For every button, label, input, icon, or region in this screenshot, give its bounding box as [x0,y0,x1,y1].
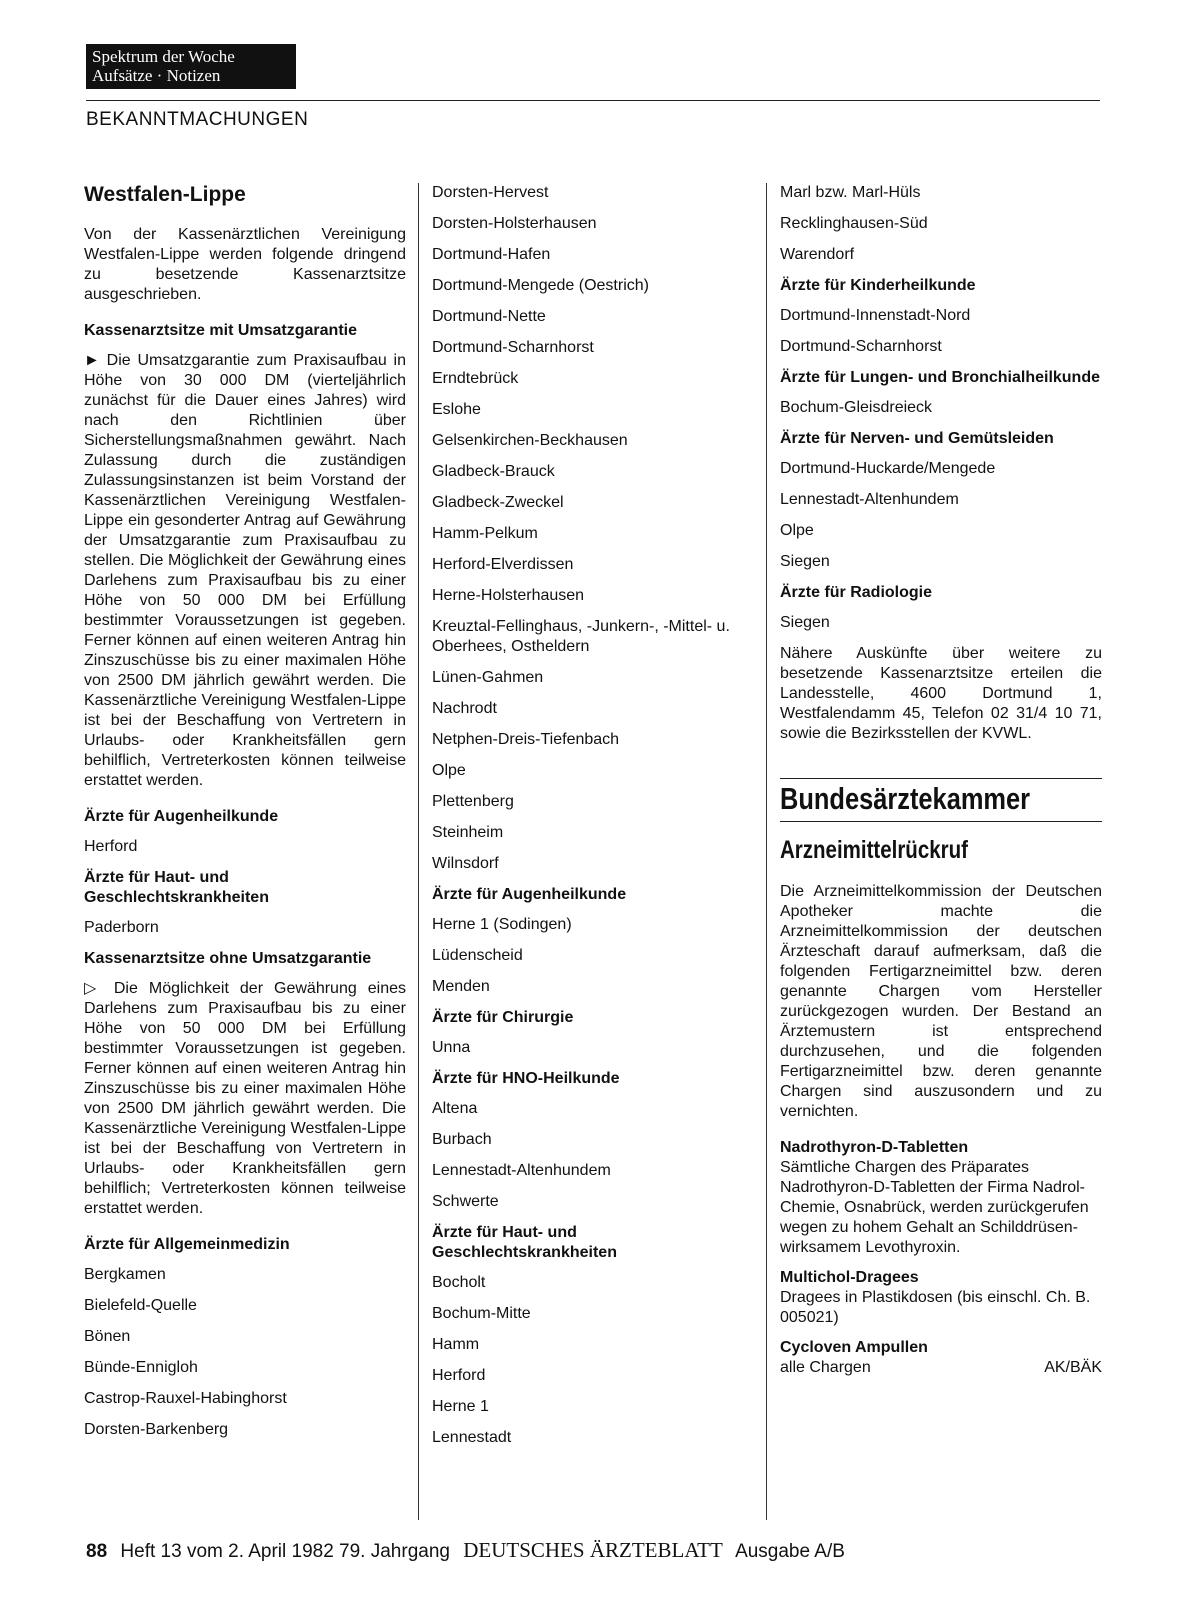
list-item: Dortmund-Huckarde/Mengede [780,460,996,477]
list-item: Siegen [780,553,830,570]
column-1 [84,183,406,1451]
subheading: Ärzte für Allgemeinmedizin [84,1236,290,1253]
subheading: Ärzte für HNO-Heilkunde [432,1070,620,1087]
subheading: Ärzte für Kinderheilkunde [780,277,976,294]
list-item: Eslohe [432,401,481,418]
column-divider-2 [766,183,767,1520]
section-rule [780,778,1102,779]
header-rule [86,100,1100,101]
issue-info: Heft 13 vom 2. April 1982 79. Jahrgang [120,1541,450,1562]
subheading: Ärzte für Augenheilkunde [432,886,627,903]
list-item: Bochum-Gleisdreieck [780,399,933,416]
list-item: Dortmund-Scharnhorst [780,338,942,355]
list-item: Bocholt [432,1274,486,1291]
list-item: Bielefeld-Quelle [84,1297,197,1314]
subheading: Ärzte für Chirurgie [432,1009,574,1026]
list-item: Lüdenscheid [432,947,523,964]
section-label: BEKANNTMACHUNGEN [86,109,309,130]
list-item: Dortmund-Hafen [432,246,551,263]
list-item: Kreuztal-Fellinghaus, -Junkern-, -Mittel- u. Oberhees, Ostheldern [432,618,730,655]
list-item: Unna [432,1039,471,1056]
list-item: Dortmund-Mengede (Oestrich) [432,277,649,294]
subheading: Ärzte für Nerven- und Gemütsleiden [780,430,1054,447]
list-item: Lennestadt [432,1429,512,1446]
list-item: Herford-Elverdissen [432,556,574,573]
list-item: Dorsten-Holsterhausen [432,215,597,232]
drug-name: Cycloven Ampullen [780,1339,928,1356]
subheading: Ärzte für Haut- und Geschlechtskrankheiten [84,869,269,906]
region-title: Westfalen-Lippe [84,183,246,206]
title-rule [780,821,1102,822]
list-item: Olpe [780,522,814,539]
column-3 [780,183,1102,1378]
list-item: Lünen-Gahmen [432,669,544,686]
drug-name: Multichol-Dragees [780,1269,919,1286]
list-item: Plettenberg [432,793,514,810]
subheading: Ärzte für Haut- und Geschlechtskrankheiten [432,1224,617,1261]
list-item: Bochum-Mitte [432,1305,531,1322]
list-item: Lennestadt-Altenhundem [780,491,959,508]
masthead-line-1: Spektrum der Woche [92,47,235,66]
subheading: Ärzte für Augenheilkunde [84,808,279,825]
list-item: Hamm [432,1336,480,1353]
list-item: Nachrodt [432,700,497,717]
list-item: Herford [432,1367,486,1384]
recall-title: Arzneimittelrückruf [780,836,968,864]
list-item: Bergkamen [84,1266,166,1283]
guarantee-paragraph: ► Die Umsatzgarantie zum Praxisaufbau in Höhe von 30 000 DM (vierteljährlich zunächst für die Dauer eines Jahres) wird nach den Richtlinien über Sicherstellungsmaßnahmen gewährt. Nach Zulassung durch die zuständigen Zulassungsinstanzen ist beim Vorstand der Kassenärztlichen Vereinigung Westfalen-Lippe ein gesonderter Antrag auf Gewährung der Umsatzgarantie zum Praxisaufbau zu stellen. Die Möglichkeit der Gewährung eines Darlehens zum Praxisaufbau bis zu einer Höhe von 50 000 DM bei Erfüllung bestimmter Voraussetzungen ist gegeben. Ferner können auf einen weiteren Antrag hin Zinszuschüsse bis zu einer maximalen Höhe von 2500 DM jährlich gewährt werden. Die Kassenärztliche Vereinigung Westfalen-Lippe ist bei der Beschaffung von Vertretern in Urlaubs- oder Krankheitsfällen gern behilflich, Vertreterkosten können teilweise erstattet werden. [84,352,406,789]
list-item: Herford [84,838,138,855]
signature: AK/BÄK [1044,1359,1102,1376]
list-item: Warendorf [780,246,855,263]
drug-text: Dragees in Plastikdosen (bis einschl. Ch. B. 005021) [780,1289,1091,1326]
intro-paragraph: Von der Kassenärztlichen Vereinigung Westfalen-Lippe werden folgende dringend zu besetzende Kassenarztsitze ausgeschrieben. [84,226,406,303]
subheading: Kassenarztsitze ohne Umsatzgarantie [84,950,372,967]
drug-text: Sämtliche Chargen des Präparates Nadrothyron-D-Tabletten der Firma Nadrol-Chemie, Osnabrück, werden zurückgerufen wegen zu hohem Gehalt an Schilddrüsen-wirksamem Levothyroxin. [780,1159,1089,1256]
subheading: Ärzte für Radiologie [780,584,933,601]
list-item: Gelsenkirchen-Beckhausen [432,432,628,449]
info-paragraph: Nähere Auskünfte über weitere zu besetzende Kassenarztsitze erteilen die Landesstelle, 4600 Dortmund 1, Westfalendamm 45, Telefon 02 31/4 10 71, sowie die Bezirksstellen der KVWL. [780,645,1102,742]
list-item: Hamm-Pelkum [432,525,538,542]
list-item: Erndtebrück [432,370,519,387]
list-item: Olpe [432,762,466,779]
list-item: Schwerte [432,1193,499,1210]
list-item: Wilnsdorf [432,855,499,872]
page-number: 88 [86,1541,108,1562]
journal-name: DEUTSCHES ÄRZTEBLATT [463,1538,723,1562]
subheading: Ärzte für Lungen- und Bronchialheilkunde [780,369,1100,386]
list-item: Netphen-Dreis-Tiefenbach [432,731,620,748]
list-item: Bönen [84,1328,131,1345]
list-item: Gladbeck-Brauck [432,463,555,480]
list-item: Dorsten-Hervest [432,184,549,201]
list-item: Castrop-Rauxel-Habinghorst [84,1390,287,1407]
list-item: Recklinghausen-Süd [780,215,928,232]
list-item: Steinheim [432,824,504,841]
list-item: Burbach [432,1131,492,1148]
list-item: Altena [432,1100,478,1117]
list-item: Lennestadt-Altenhundem [432,1162,611,1179]
masthead [86,44,296,89]
list-item: Menden [432,978,490,995]
no-guarantee-paragraph: ▷ Die Möglichkeit der Gewährung eines Darlehens zum Praxisaufbau bis zu einer Höhe von 50 000 DM bei Erfüllung bestimmter Voraussetzungen ist gegeben. Ferner können auf einen weiteren Antrag hin Zinszuschüsse bis zu einer maximalen Höhe von 2500 DM jährlich gewährt werden. Die Kassenärztliche Vereinigung Westfalen-Lippe ist bei der Beschaffung von Vertretern in Urlaubs- oder Krankheitsfällen gern behilflich; Vertreterkosten können teilweise erstattet werden. [84,980,406,1217]
list-item: Herne-Holsterhausen [432,587,585,604]
bundesaerztekammer-title: Bundesärztekammer [780,781,1031,816]
list-item: Herne 1 (Sodingen) [432,916,572,933]
list-item: Marl bzw. Marl-Hüls [780,184,921,201]
recall-intro: Die Arzneimittelkommission der Deutschen Apotheker machte die Arzneimittelkommission der deutschen Ärzteschaft darauf aufmerksam, daß die folgenden Fertigarzneimittel bzw. deren genannte Chargen vom Hersteller zurückgezogen wurden. Der Bestand an Ärztemustern ist entsprechend durchzusehen, und die folgenden Fertigarzneimittel bzw. deren genannte Chargen sind auszusondern und zu vernichten. [780,883,1102,1120]
drug-name: Nadrothyron-D-Tabletten [780,1139,969,1156]
closing-row [780,1358,1102,1378]
masthead-line-2: Aufsätze · Notizen [92,66,221,85]
list-item: Dorsten-Barkenberg [84,1421,229,1438]
list-item: Dortmund-Nette [432,308,546,325]
list-item: Herne 1 [432,1398,489,1415]
list-item: Siegen [780,614,830,631]
list-item: Bünde-Ennigloh [84,1359,198,1376]
column-2 [432,183,754,1459]
list-item: Dortmund-Scharnhorst [432,339,594,356]
drug-text: alle Chargen [780,1359,871,1376]
list-item: Gladbeck-Zweckel [432,494,564,511]
list-item: Paderborn [84,919,159,936]
column-divider-1 [418,183,419,1520]
page-footer [86,1538,845,1563]
list-item: Dortmund-Innenstadt-Nord [780,307,971,324]
edition: Ausgabe A/B [735,1541,845,1562]
subheading: Kassenarztsitze mit Umsatzgarantie [84,322,357,339]
